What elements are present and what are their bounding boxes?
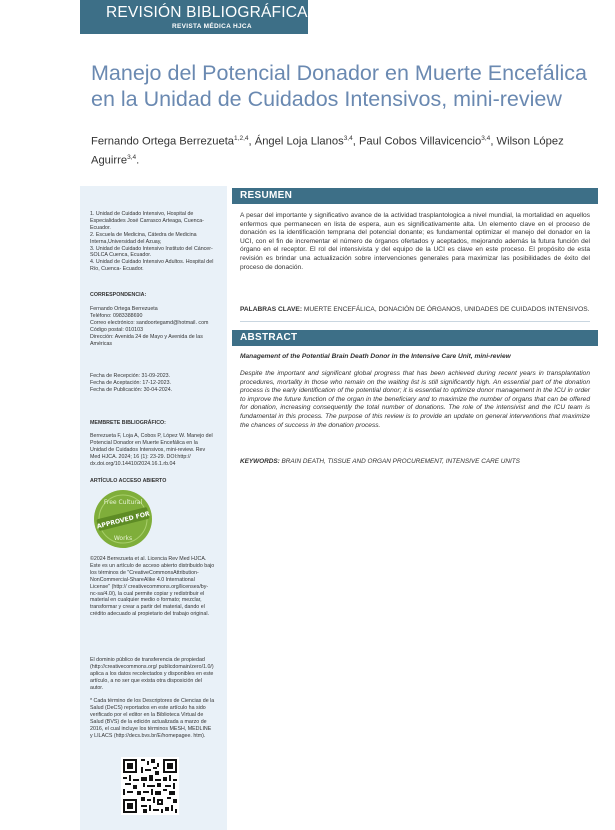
author-affiliation: 3,4 <box>343 135 353 142</box>
author-separator: , <box>248 135 255 148</box>
author-separator: , <box>490 135 497 148</box>
keywords-values: BRAIN DEATH, TISSUE AND ORGAN PROCUREMENT, INTENSIVE CARE UNITS <box>281 458 520 465</box>
badge-bottom-text: Works <box>113 535 133 542</box>
resumen-heading: RESUMEN <box>232 188 598 204</box>
dates-block <box>90 373 215 394</box>
affiliation-item: 2. Escuela de Medicina, Cátedra de Medicina Interna,Universidad del Azuay, <box>90 231 197 245</box>
badge-center-text: APPROVED FOR <box>96 510 151 531</box>
abstract-heading: ABSTRACT <box>232 330 598 346</box>
author-list <box>91 131 581 168</box>
author-affiliation: 3,4 <box>481 135 491 142</box>
badge-top-text: Free Cultural <box>103 499 143 506</box>
author-affiliation: 3,4 <box>127 153 137 161</box>
correspondence-name: Fernando Ortega Berrezueta <box>90 306 158 312</box>
affiliation-item: 3. Unidad de Cuidado Intensivo Instituto del Cáncer-SOLCA Cuenca, Ecuador. <box>90 245 213 259</box>
received-date: Fecha de Recepción: 31-09-2023. <box>90 373 171 379</box>
free-cultural-works-badge <box>93 489 153 549</box>
abstract-title: Management of the Potential Brain Death Donor in the Intensive Care Unit, mini-review <box>240 353 511 360</box>
section-type-label: REVISIÓN BIBLIOGRÁFICA <box>106 4 308 21</box>
palabras-clave-values: MUERTE ENCEFÁLICA, DONACIÓN DE ÓRGANOS, UNIDADES DE CUIDADOS INTENSIVOS. <box>303 306 590 313</box>
author-name[interactable]: Paul Cobos Villavicencio <box>358 135 482 148</box>
decs-note: * Cada término de los Descriptores de Ciencias de la Salud (DeCS) reportados en este artículo ha sido verificado por el editor en la Biblioteca Virtual de Salud (BVS) de la edición actualizada a marzo de 2016, el cual incluye los términos MESH, MEDLINE y LILACS (http://decs.bvs.br/E/homepagee. htm). <box>90 698 215 739</box>
affiliation-item: 4. Unidad de Cuidado Intensivo Adultos. Hospital del Río, Cuenca- Ecuador. <box>90 259 214 273</box>
correspondence-block <box>90 306 215 347</box>
public-domain-text: El dominio público de transferencia de propiedad (http://creativecommons.org/ publicdomain/zero/1.0/) aplica a los datos recolectados y disponibles en este artículo, a no ser que exista otra disposición del autor. <box>90 657 214 691</box>
author-affiliation: 1,2,4 <box>234 135 249 142</box>
correspondence-phone: Teléfono: 0983388690 <box>90 312 143 319</box>
keywords <box>240 458 590 465</box>
citation-heading: MEMBRETE BIBLIOGRÁFICO: <box>90 420 166 426</box>
author-separator: , <box>352 135 359 148</box>
resumen-text: A pesar del importante y significativo avance de la actividad trasplantologica a nivel mundial, la mortalidad en aquellos enfermos que permanecen en lista de espera, aun es significativamente alta. Un elemento clave en el proceso de donación es la identificación temprana del potencial donante; es fundamental optimizar el manejo del donador en la UCI, con el fin de incrementar el número de órganos ofertados y aceptados, mejorando además la futura función del órgano en el receptor. El rol del intensivista y del equipo de la UCI es clave en este proceso. El propósito de esta revisión es brindar una actualización sobre intervenciones generales para maximizar las posibilidades de éxito del proceso de donación. <box>240 212 590 271</box>
palabras-clave-label: PALABRAS CLAVE: <box>240 306 303 313</box>
keywords-label: KEYWORDS: <box>240 458 280 465</box>
correspondence-heading: CORRESPONDENCIA: <box>90 292 147 298</box>
open-access-heading: ARTÍCULO ACCESO ABIERTO <box>90 478 167 484</box>
author-name[interactable]: Wilson López Aguirre <box>91 135 564 167</box>
accepted-date: Fecha de Aceptación: 17-12-2023. <box>90 379 171 386</box>
correspondence-email[interactable]: Correo electrónico: sandoortegamd@hotmail. com <box>90 319 209 326</box>
citation-text: Berrezueta F, Loja A, Cobos P, López W. Manejo del Potencial Donador en Muerte Encefálica en la Unidad de Cuidados Intensivos, mini-review. Rev Med HJCA. 2024; 16 (1): 23-29. DOI:http:// dx.doi.org/10.14410/2024.16.1.rb.04 <box>90 433 213 467</box>
correspondence-postal: Código postal: 010103 <box>90 326 144 333</box>
correspondence-address: Dirección: Avenida 24 de Mayo y Avenida de las Américas <box>90 333 203 347</box>
journal-banner <box>80 0 308 34</box>
journal-name: REVISTA MÉDICA HJCA <box>172 23 252 30</box>
section-divider <box>240 321 590 322</box>
author-name[interactable]: Fernando Ortega Berrezueta <box>91 135 235 148</box>
author-separator: . <box>136 154 140 167</box>
published-date: Fecha de Publicación: 30-04-2024. <box>90 386 173 393</box>
license-text: ©2024 Berrezueta et al. Licencia Rev Med HJCA. Este es un artículo de acceso abierto distribuido bajo los términos de "CreativeCommonsAttribution-NonCommercial-ShareAlike 4.0 International License" (http:// creativecommons.org/licenses/by-nc-sa/4.0/), la cual permite copiar y redistribuir el material en cualquier medio o formato; mezclar, transformar y crear a partir del material, dando el crédito adecuado al propietario del trabajo original. <box>90 556 215 618</box>
affiliations-list <box>90 211 215 273</box>
affiliation-item: 1. Unidad de Cuidado Intensivo, Hospital de Especialidades José Carrasco Arteaga, Cuenca-Ecuador. <box>90 211 204 231</box>
author-name[interactable]: Ángel Loja Llanos <box>254 135 344 148</box>
abstract-text: Despite the important and significant global progress that has been achieved during recent years in transplantation procedures, mortality in those who remain on the waiting list is still significantly high. An essential part of the donation process is the early identification of the potential donor; it is essential to optimize donor management in the ICU in order to improve the future function of the organ in the beneficiary and to maximize the number of organs that can be offered for donation, increasing consequently the total number of donations. The role of the intensivist and the ICU team is fundamental in this process. The purpose of this review is to provide an update on general interventions that maximize the chances of success in the donation process. <box>240 370 590 429</box>
palabras-clave <box>240 306 590 315</box>
article-title: Manejo del Potencial Donador en Muerte Encefálica en la Unidad de Cuidados Intensivos, mini-review <box>91 61 587 111</box>
qr-code[interactable] <box>121 757 179 815</box>
